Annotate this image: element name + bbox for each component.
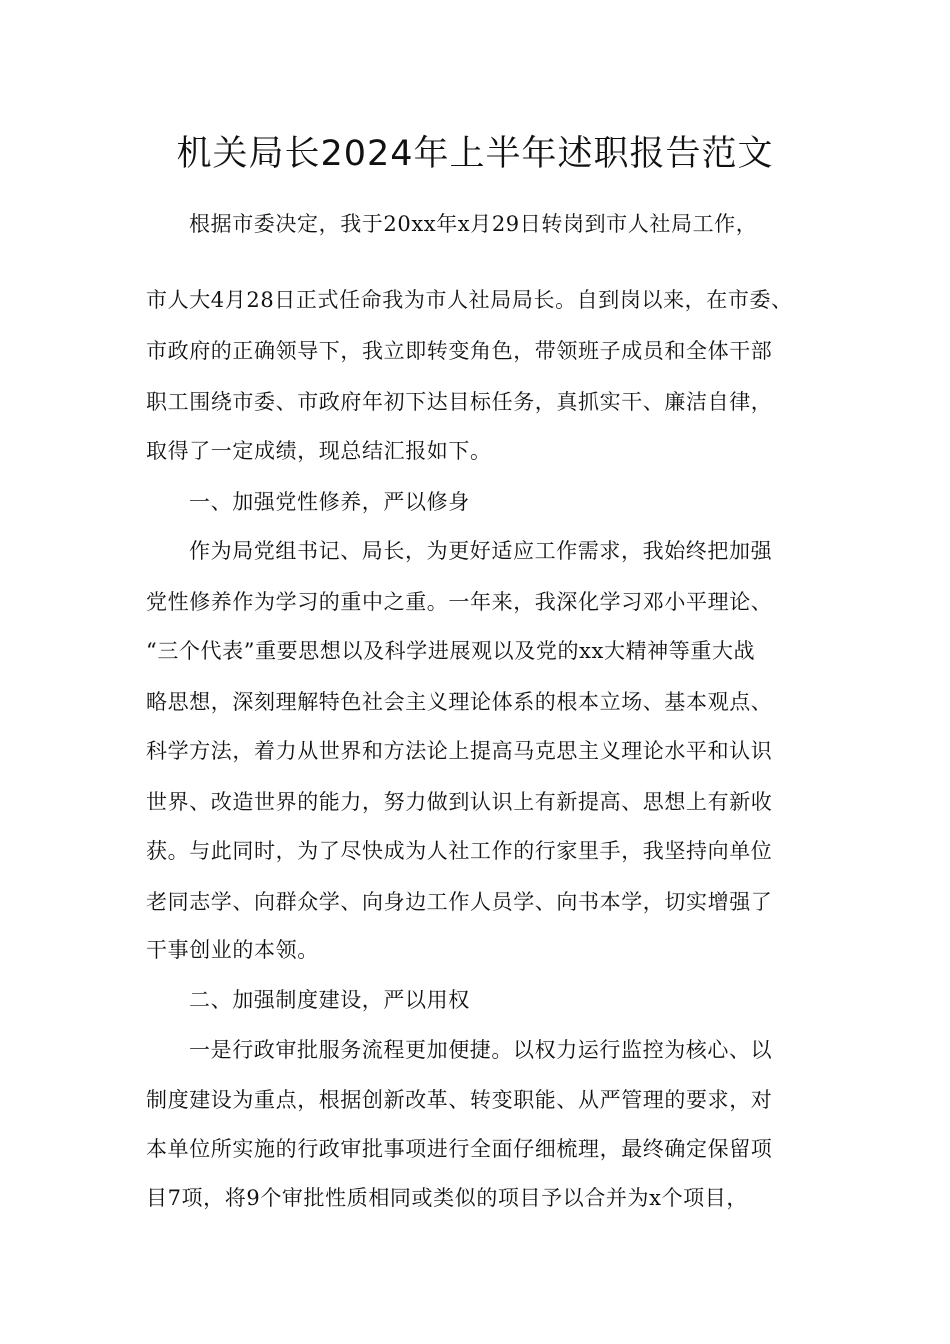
paragraph-2-line-1: 作为局党组书记、局长，为更好适应工作需求，我始终把加强 [189,539,773,563]
paragraph-3-line-1: 一是行政审批服务流程更加便捷。以权力运行监控为核心、以 [189,1038,773,1062]
section-heading-2: 二、加强制度建设，严以用权 [189,988,470,1012]
paragraph-1-line-2: 市人大4月28日正式任命我为市人社局局长。自到岗以来，在市委、 [146,288,793,312]
paragraph-2-line-7: 获。与此同时，为了尽快成为人社工作的行家里手，我坚持向单位 [146,839,773,863]
paragraph-2-line-9: 干事创业的本领。 [146,938,319,962]
paragraph-1-line-3: 市政府的正确领导下，我立即转变角色，带领班子成员和全体干部 [146,339,773,363]
paragraph-2-line-6: 世界、改造世界的能力，努力做到认识上有新提高、思想上有新收 [146,790,773,814]
paragraph-1-line-1: 根据市委决定，我于20xx年x月29日转岗到市人社局工作， [189,212,758,236]
paragraph-2-line-2: 党性修养作为学习的重中之重。一年来，我深化学习邓小平理论、 [146,590,773,614]
paragraph-2-line-5: 科学方法，着力从世界和方法论上提高马克思主义理论水平和认识 [146,739,773,763]
section-heading-1: 一、加强党性修养，严以修身 [189,490,470,514]
paragraph-2-line-8: 老同志学、向群众学、向身边工作人员学、向书本学，切实增强了 [146,890,773,914]
page-title: 机关局长2024年上半年述职报告范文 [176,134,774,174]
paragraph-2-line-3: “三个代表”重要思想以及科学进展观以及党的xx大精神等重大战 [146,639,756,663]
paragraph-3-line-3: 本单位所实施的行政审批事项进行全面仔细梳理，最终确定保留项 [146,1137,773,1161]
paragraph-1-line-4: 职工围绕市委、市政府年初下达目标任务，真抓实干、廉洁自律， [146,390,773,414]
paragraph-3-line-2: 制度建设为重点，根据创新改革、转变职能、从严管理的要求，对 [146,1088,773,1112]
paragraph-3-line-4: 目7项，将9个审批性质相同或类似的项目予以合并为x个项目， [146,1186,748,1210]
paragraph-2-line-4: 略思想，深刻理解特色社会主义理论体系的根本立场、基本观点、 [146,690,773,714]
paragraph-1-line-5: 取得了一定成绩，现总结汇报如下。 [146,439,492,463]
